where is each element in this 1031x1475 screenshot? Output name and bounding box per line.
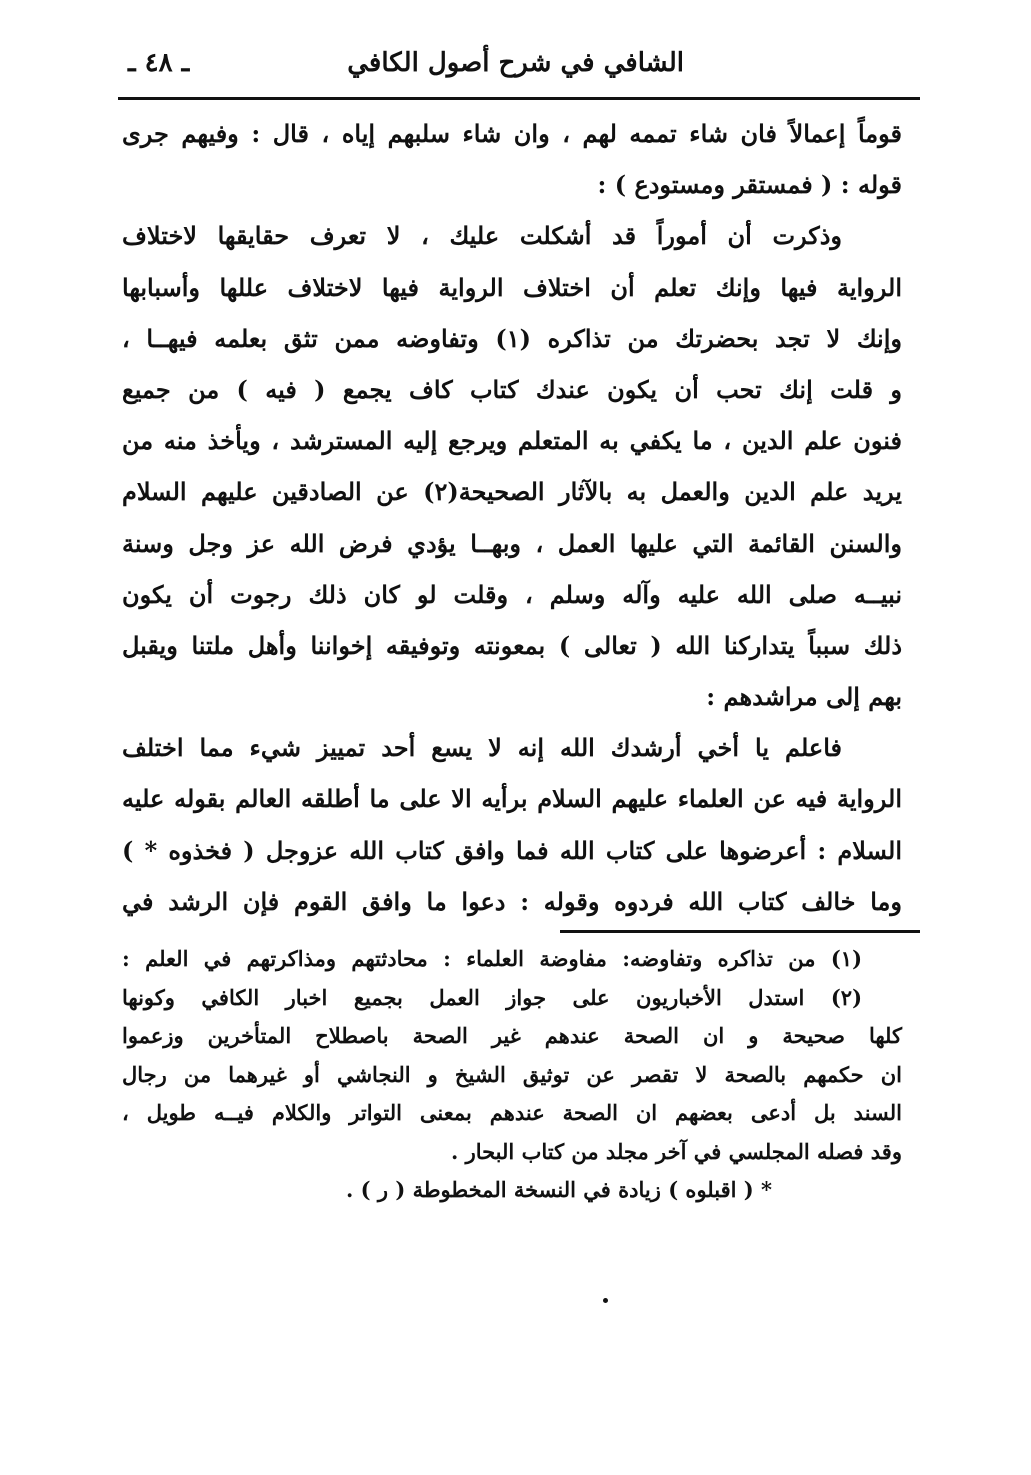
text-line: والسنن القائمة التي عليها العمل ، وبهــا يؤدي فرض الله عز وجل وسنة — [122, 528, 902, 558]
running-header — [118, 44, 920, 96]
footnote-rule — [560, 930, 920, 933]
text-line: وما خالف كتاب الله فردوه وقوله : دعوا ما وافق القوم فإن الرشد في — [122, 886, 902, 916]
text-line: الرواية فيها وإنك تعلم أن اختلاف الرواية فيها لاختلاف عللها وأسبابها — [122, 272, 902, 302]
footnote-line: وقد فصله المجلسي في آخر مجلد من كتاب البحار . — [450, 1138, 902, 1164]
text-line: و قلت إنك تحب أن يكون عندك كتاب كاف يجمع ( فيه ) من جميع — [122, 374, 902, 404]
text-line: قوله : ( فمستقر ومستودع ) : — [597, 170, 902, 200]
text-line: قوماً إعمالاً فان شاء تممه لهم ، وان شاء سلبهم إياه ، قال : وفيهم جرى — [122, 119, 902, 148]
text-line: الرواية فيه عن العلماء عليهم السلام برأيه الا على ما أطلقه العالم بقوله عليه — [122, 784, 902, 814]
text-line: فاعلم يا أخي أرشدك الله إنه لا يسع أحد تمييز شيء مما اختلف — [122, 733, 842, 763]
footnote-line: كلها صحيحة و ان الصحة عندهم غير الصحة باصطلاح المتأخرين وزعموا — [122, 1023, 902, 1048]
main-text — [122, 108, 902, 927]
text-line: السلام : أعرضوها على كتاب الله فما وافق كتاب الله عزوجل ( فخذوه * ) — [122, 835, 902, 865]
text-line: فنون علم الدين ، ما يكفي به المتعلم ويرجع إليه المسترشد ، ويأخذ منه من — [122, 426, 902, 456]
header-rule — [118, 97, 920, 100]
footnote-line: (٢) استدل الأخباريون على جواز العمل بجميع اخبار الكافي وكونها — [122, 984, 862, 1010]
footnote-line: السند بل أدعى بعضهم ان الصحة عندهم بمعنى التواتر والكلام فيــه طويل ، — [122, 1100, 902, 1125]
header-title: الشافي في شرح أصول الكافي — [347, 48, 684, 78]
footnote-line: * ( اقبلوه ) زيادة في النسخة المخطوطة ( ر ) . — [346, 1177, 772, 1202]
text-line: ذلك سبباً يتداركنا الله ( تعالى ) بمعونته وتوفيقه إخواننا وأهل ملتنا ويقبل — [122, 630, 902, 660]
footnotes — [122, 940, 902, 1210]
text-line: يريد علم الدين والعمل به بالآثار الصحيحة(٢) عن الصادقين عليهم السلام — [122, 477, 902, 507]
page-number: ـ ٤٨ ـ — [128, 48, 190, 78]
footnote-line: (١) من تذاكره وتفاوضه: مفاوضة العلماء : محادثتهم ومذاكرتهم في العلم : — [122, 946, 862, 971]
footnote-line: ان حكمهم بالصحة لا تقصر عن توثيق الشيخ و النجاشي أو غيرهما من رجال — [122, 1061, 902, 1087]
text-line: وذكرت أن أموراً قد أشكلت عليك ، لا تعرف حقايقها لاختلاف — [122, 221, 842, 251]
text-line: نبيــه صلى الله عليه وآله وسلم ، وقلت لو كان ذلك رجوت أن يكون — [122, 579, 902, 609]
ink-dot — [603, 1298, 608, 1303]
text-line: بهم إلى مراشدهم : — [706, 682, 902, 712]
text-line: وإنك لا تجد بحضرتك من تذاكره (١) وتفاوضه ممن تثق بعلمه فيهــا ، — [122, 323, 902, 353]
